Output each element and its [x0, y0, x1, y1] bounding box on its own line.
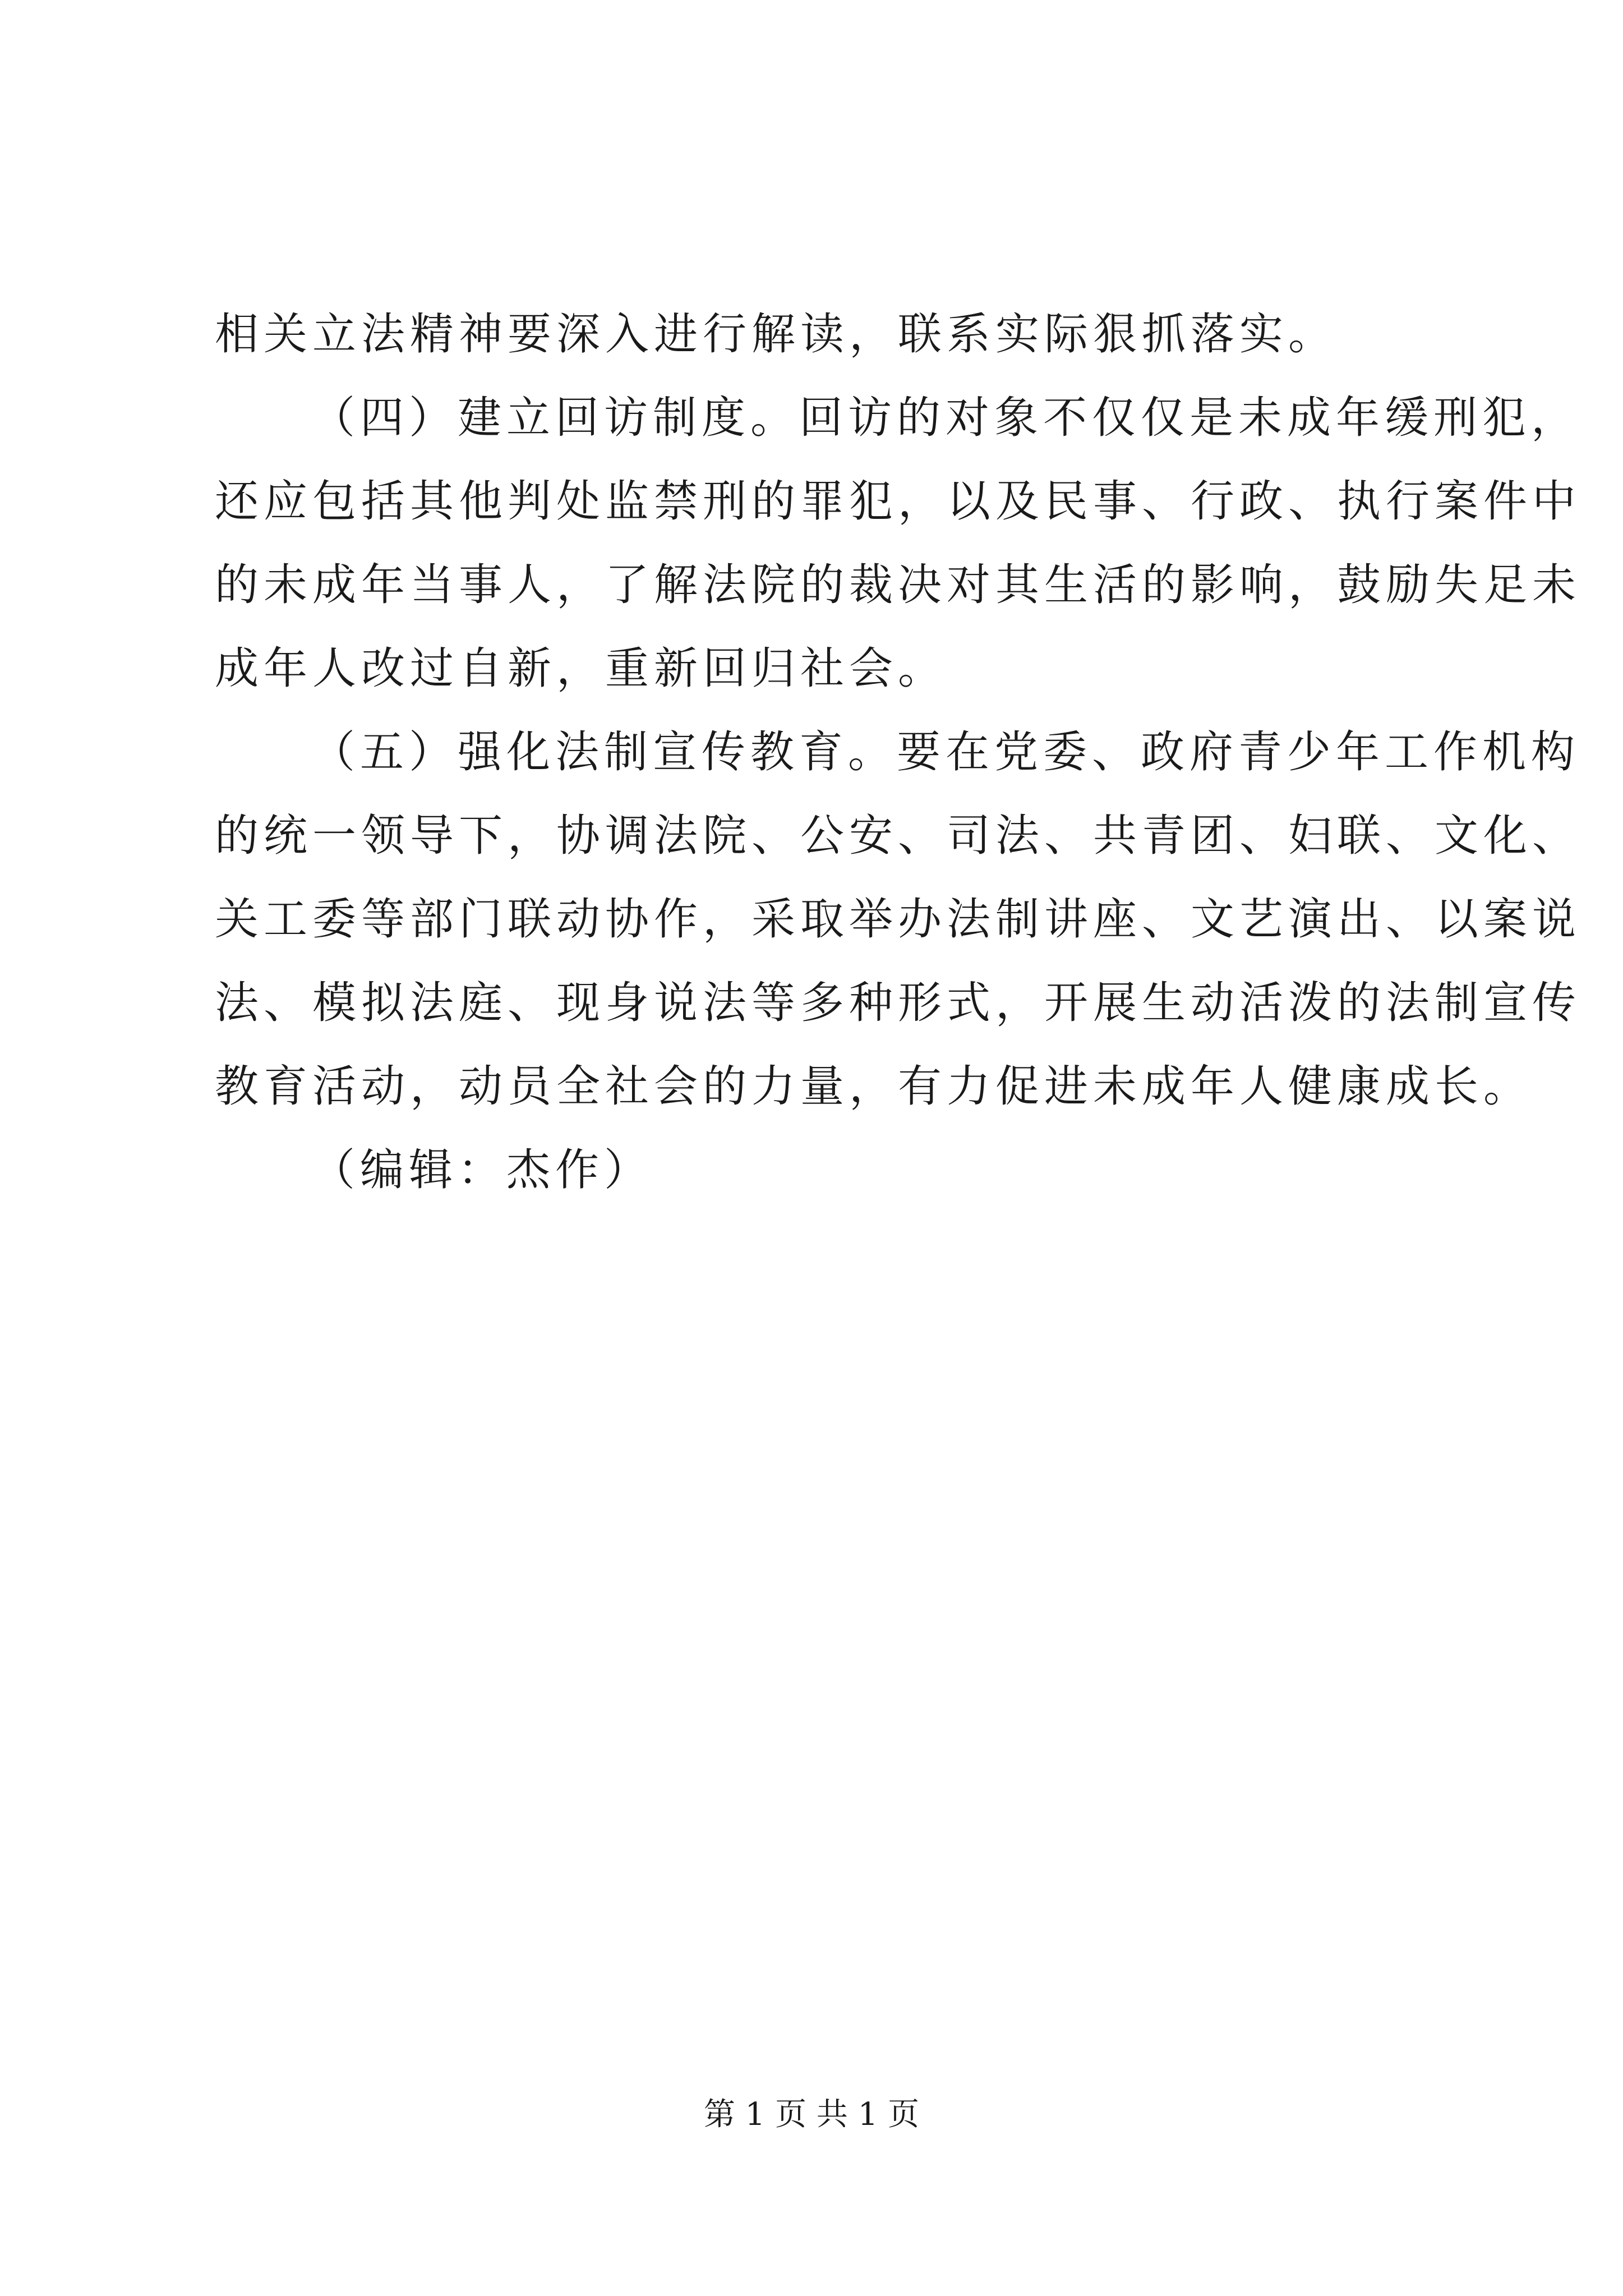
paragraph-line: （四）建立回访制度。回访的对象不仅仅是未成年缓刑犯，: [311, 393, 1580, 443]
paragraph-line: 相关立法精神要深入进行解读，联系实际狠抓落实。: [215, 309, 1338, 360]
paragraph-line: 的统一领导下，协调法院、公安、司法、共青团、妇联、文化、: [215, 811, 1581, 861]
paragraph-line: （五）强化法制宣传教育。要在党委、政府青少年工作机构: [311, 727, 1580, 777]
paragraph-line: 法、模拟法庭、现身说法等多种形式，开展生动活泼的法制宣传: [215, 978, 1581, 1028]
paragraph-line: 关工委等部门联动协作，采取举办法制讲座、文艺演出、以案说: [215, 894, 1581, 945]
paragraph-line: 成年人改过自新，重新回归社会。: [215, 643, 947, 694]
page-footer: 第 1 页 共 1 页: [703, 2096, 920, 2133]
editor-credit: （编辑：杰作）: [311, 1145, 653, 1195]
paragraph-line: 教育活动，动员全社会的力量，有力促进未成年人健康成长。: [215, 1061, 1533, 1112]
paragraph-line: 的未成年当事人，了解法院的裁决对其生活的影响，鼓励失足未: [215, 560, 1581, 610]
paragraph-line: 还应包括其他判处监禁刑的罪犯，以及民事、行政、执行案件中: [215, 476, 1581, 527]
